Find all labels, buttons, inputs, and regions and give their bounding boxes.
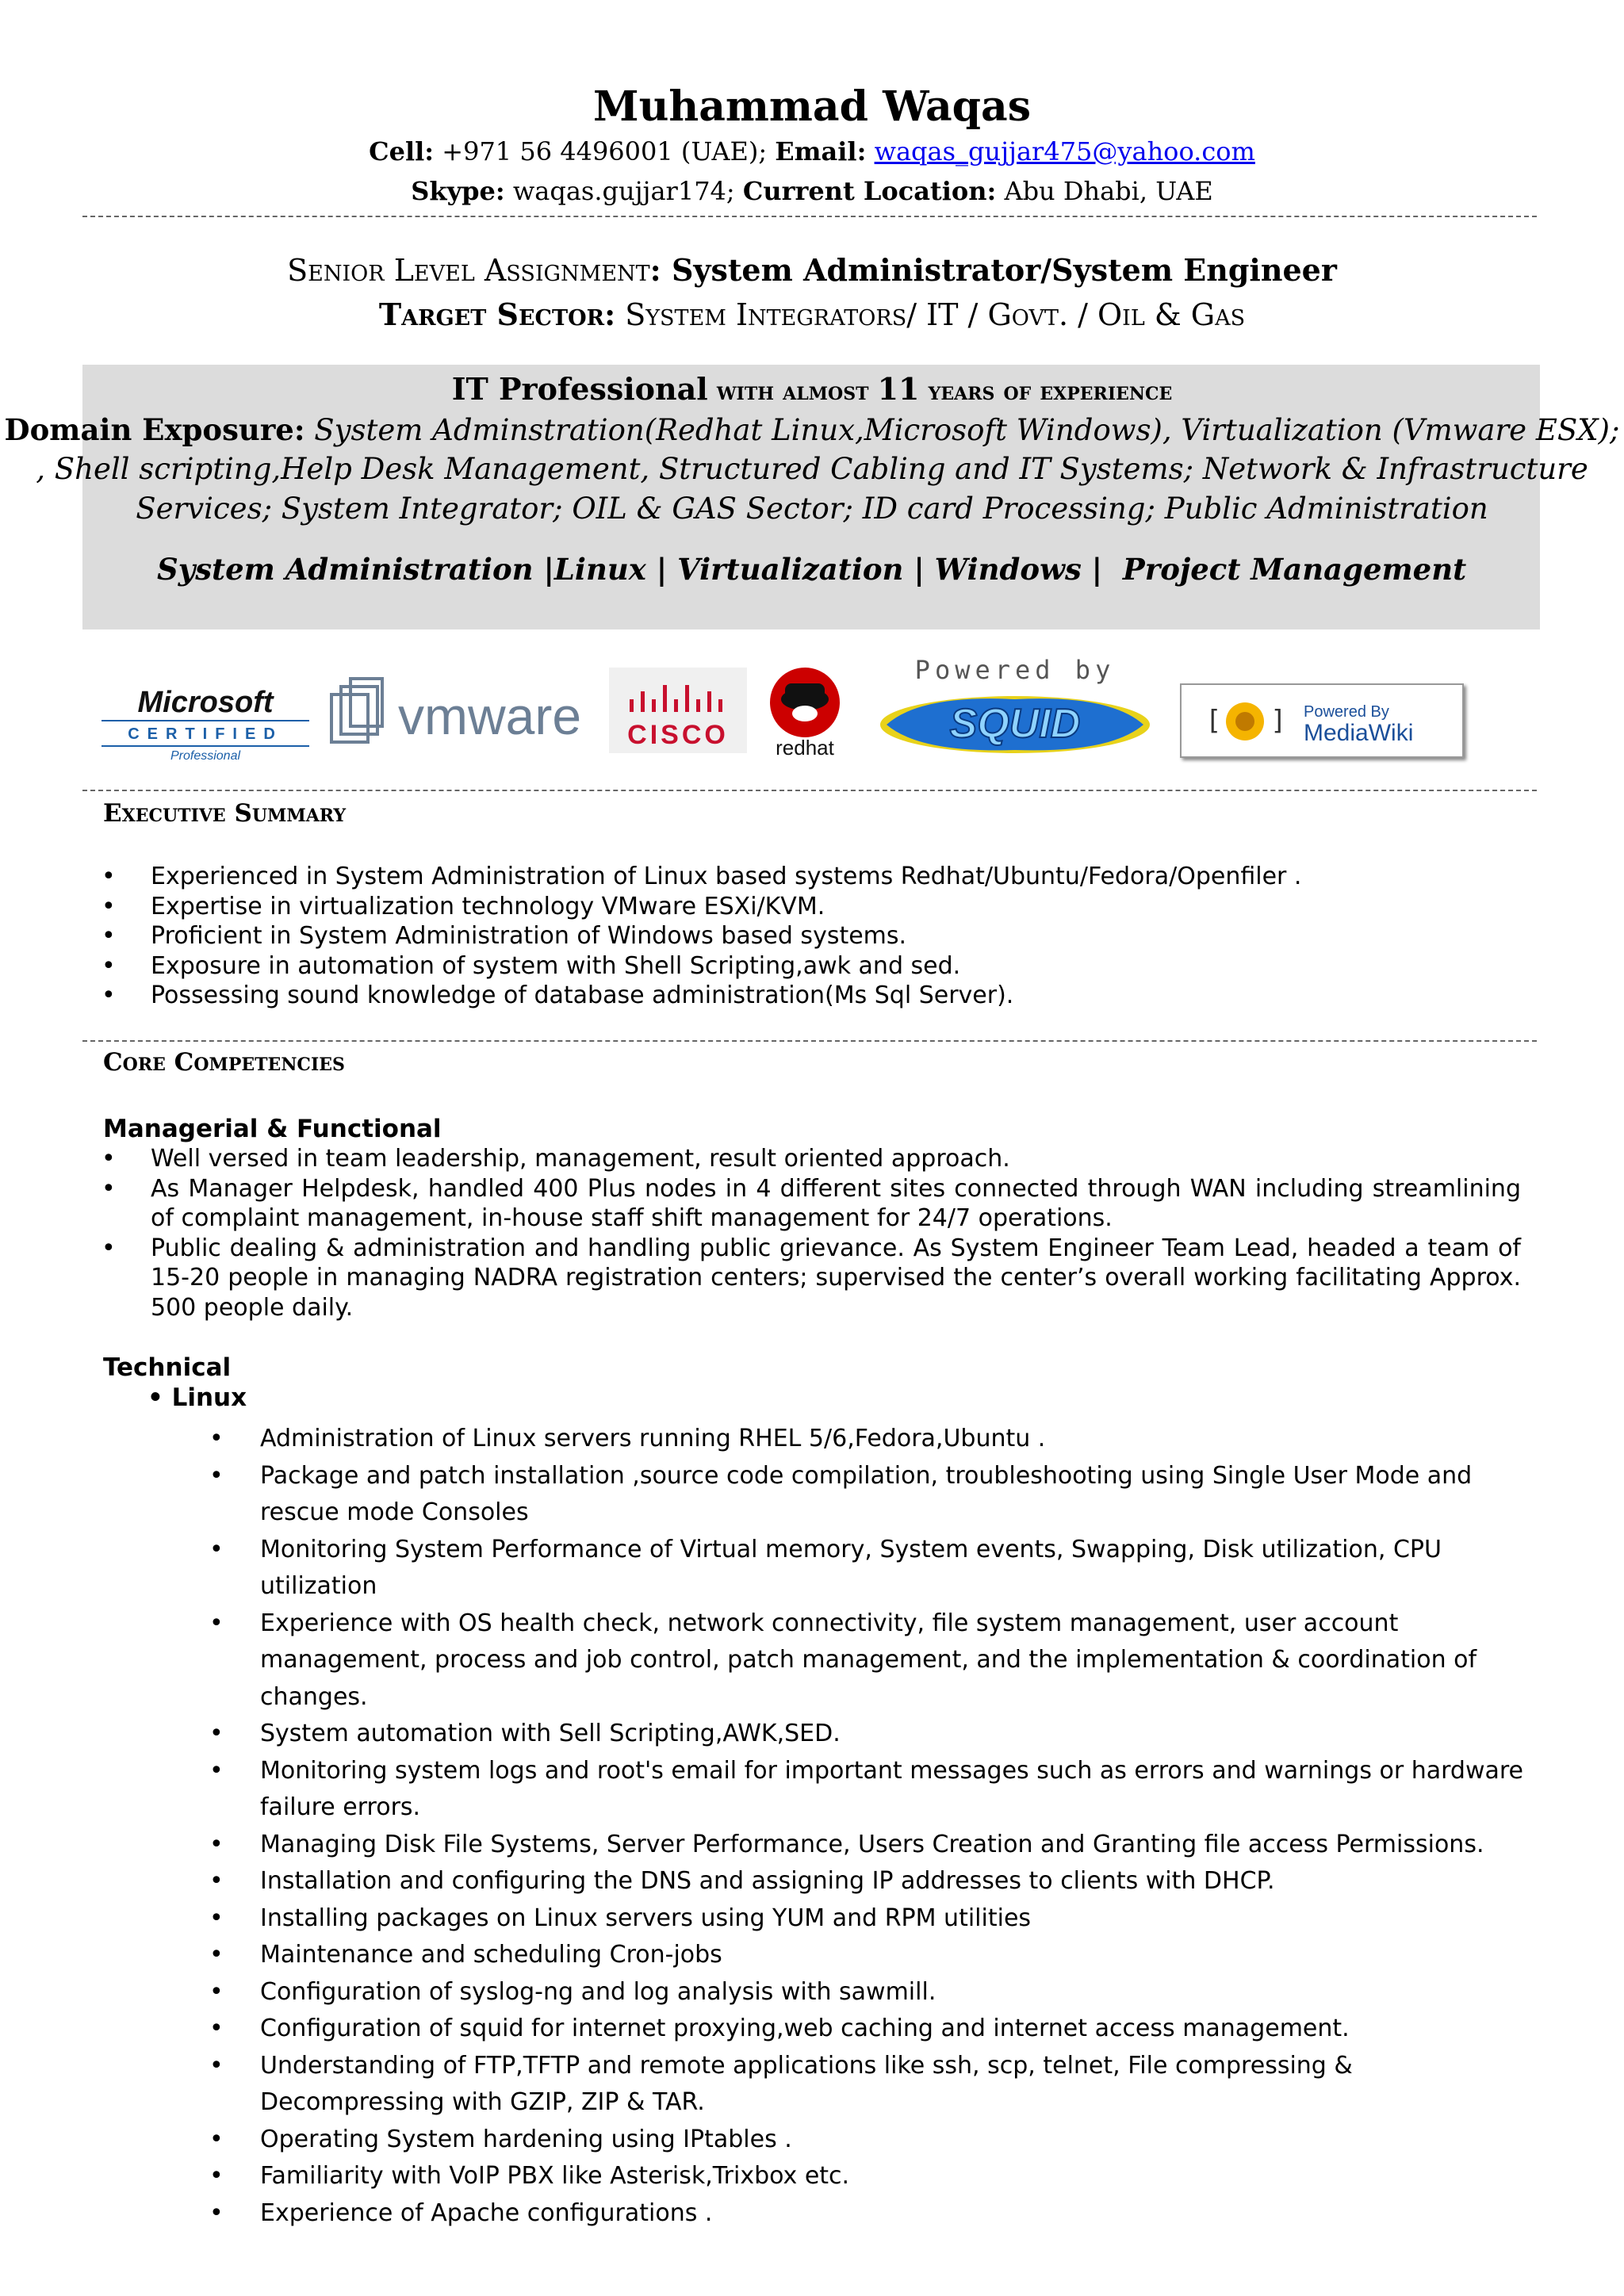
- domain-line-3: Services; System Integrator; OIL & GAS Sector; ID card Processing; Public Administration: [136, 492, 1488, 526]
- redhat-word: redhat: [776, 736, 834, 760]
- email-link[interactable]: waqas_gujjar475@yahoo.com: [874, 136, 1255, 166]
- domain-text-1: System Adminstration(Redhat Linux,Microsoft Windows), Virtualization (Vmware ESX);: [304, 413, 1620, 447]
- list-item: • Experience with OS health check, network connectivity, file system management, user account management, process and job control, patch management, and the implementation & coordination of changes.: [209, 1605, 1542, 1716]
- svg-text:[: [: [1205, 705, 1222, 737]
- vmware-logo: [325, 674, 595, 761]
- squid-word: SQUID: [949, 701, 1081, 747]
- microsoft-certified: CERTIFIED: [128, 725, 283, 743]
- list-item: • Configuration of syslog-ng and log analysis with sawmill.: [209, 1974, 1542, 2011]
- list-item: • System automation with Sell Scripting,AWK,SED.: [209, 1716, 1542, 1753]
- profile-title-rest: with almost: [707, 376, 878, 406]
- list-item: • Operating System hardening using IPtables .: [209, 2122, 1542, 2159]
- mediawiki-word: MediaWiki: [1304, 720, 1414, 746]
- mediawiki-logo: [1180, 683, 1464, 758]
- focus-areas: System Administration |Linux | Virtualization | Windows | Project Management: [157, 552, 1467, 587]
- assignment-value: System Administrator/System Engineer: [671, 252, 1337, 288]
- list-item: • Understanding of FTP,TFTP and remote applications like ssh, scp, telnet, File compressing & Decompressing with GZIP, ZIP & TAR.: [209, 2048, 1542, 2122]
- list-item: • Proficient in System Administration of Windows based systems.: [102, 921, 1521, 951]
- list-item: • Installation and configuring the DNS and assigning IP addresses to clients with DHCP.: [209, 1863, 1542, 1900]
- squid-powered-by: Powered by: [914, 655, 1116, 685]
- domain-line-2: , Shell scripting,Help Desk Management, Structured Cabling and IT Systems; Network & Infrastructure: [36, 452, 1588, 486]
- list-item: • As Manager Helpdesk, handled 400 Plus nodes in 4 different sites connected through WAN including streamlining of complaint management, in-house staff shift management for 24/7 operations.: [102, 1174, 1521, 1234]
- contact-line-2: [0, 176, 1624, 206]
- profile-title: [0, 371, 1624, 407]
- skype-label: Skype:: [411, 176, 505, 206]
- domain-label: Domain Exposure:: [4, 412, 305, 447]
- microsoft-certified-logo: [98, 682, 312, 761]
- list-item: • Experienced in System Administration of Linux based systems Redhat/Ubuntu/Fedora/Openfiler .: [102, 862, 1521, 892]
- skype-value: waqas.gujjar174;: [504, 176, 743, 206]
- managerial-heading: Managerial & Functional: [103, 1115, 442, 1143]
- list-item: • Well versed in team leadership, management, result oriented approach.: [102, 1144, 1521, 1174]
- divider: [82, 216, 1537, 217]
- mediawiki-powered-by: Powered By: [1304, 703, 1389, 721]
- svg-text:]: ]: [1270, 705, 1287, 737]
- sector-value: System Integrators/ IT / Govt. / Oil & Gas: [615, 297, 1246, 332]
- list-item: • Package and patch installation ,source code compilation, troubleshooting using Single User Mode and rescue mode Consoles: [209, 1458, 1542, 1532]
- list-item: • Familiarity with VoIP PBX like Asterisk,Trixbox etc.: [209, 2158, 1542, 2195]
- target-sector-line: [0, 297, 1624, 332]
- managerial-list: [102, 1144, 1521, 1322]
- candidate-name: Muhammad Waqas: [593, 82, 1031, 131]
- divider: [82, 790, 1537, 791]
- location-label: Current Location:: [742, 176, 997, 206]
- contact-line-1: [0, 136, 1624, 166]
- cell-label: Cell:: [369, 136, 435, 166]
- list-item: • Configuration of squid for internet proxying,web caching and internet access management.: [209, 2011, 1542, 2048]
- divider: [82, 1040, 1537, 1042]
- linux-heading: • Linux: [147, 1383, 247, 1412]
- sector-label: Target Sector:: [378, 297, 616, 332]
- executive-summary-list: [102, 862, 1521, 1011]
- list-item: • Managing Disk File Systems, Server Performance, Users Creation and Granting file access Permissions.: [209, 1827, 1542, 1864]
- cell-value: +971 56 4496001 (UAE);: [434, 136, 776, 166]
- list-item: • Possessing sound knowledge of database administration(Ms Sql Server).: [102, 981, 1521, 1011]
- technical-heading: Technical: [103, 1353, 232, 1382]
- profile-title-bold: IT Professional: [451, 371, 708, 407]
- redhat-logo: [761, 666, 848, 761]
- list-item: • Experience of Apache configurations .: [209, 2195, 1542, 2233]
- list-item: • Installing packages on Linux servers using YUM and RPM utilities: [209, 1900, 1542, 1938]
- list-item: • Public dealing & administration and handling public grievance. As System Engineer Team Lead, headed a team of 15-20 people in managing NADRA registration centers; supervised the center’s overall working facilitating Approx. 500 people daily.: [102, 1234, 1521, 1323]
- list-item: • Administration of Linux servers running RHEL 5/6,Fedora,Ubuntu .: [209, 1421, 1542, 1458]
- core-competencies-heading: Core Competencies: [103, 1048, 345, 1077]
- profile-years: 11: [877, 371, 920, 407]
- microsoft-professional: Professional: [170, 749, 241, 761]
- domain-line-1: [0, 412, 1624, 447]
- list-item: • Exposure in automation of system with Shell Scripting,awk and sed.: [102, 951, 1521, 982]
- assignment-line: Senior Level Assignment: System Administrator/System Engineer: [287, 252, 1337, 288]
- squid-logo: [872, 655, 1158, 758]
- assignment-label: Senior Level Assignment: [287, 253, 650, 288]
- cisco-word: CISCO: [627, 720, 729, 750]
- microsoft-word: Microsoft: [137, 686, 274, 719]
- vmware-word: vmware: [398, 687, 582, 745]
- executive-summary-heading: Executive Summary: [103, 799, 347, 828]
- location-value: Abu Dhabi, UAE: [996, 176, 1213, 206]
- list-item: • Maintenance and scheduling Cron-jobs: [209, 1937, 1542, 1974]
- profile-title-end: years of experience: [919, 376, 1173, 406]
- list-item: • Monitoring system logs and root's email for important messages such as errors and warnings or hardware failure errors.: [209, 1753, 1542, 1827]
- linux-skills-list: [209, 1421, 1542, 2232]
- cisco-logo: [609, 668, 747, 753]
- email-label: Email:: [775, 136, 867, 166]
- list-item: • Monitoring System Performance of Virtual memory, System events, Swapping, Disk utilization, CPU utilization: [209, 1532, 1542, 1605]
- list-item: • Expertise in virtualization technology VMware ESXi/KVM.: [102, 892, 1521, 922]
